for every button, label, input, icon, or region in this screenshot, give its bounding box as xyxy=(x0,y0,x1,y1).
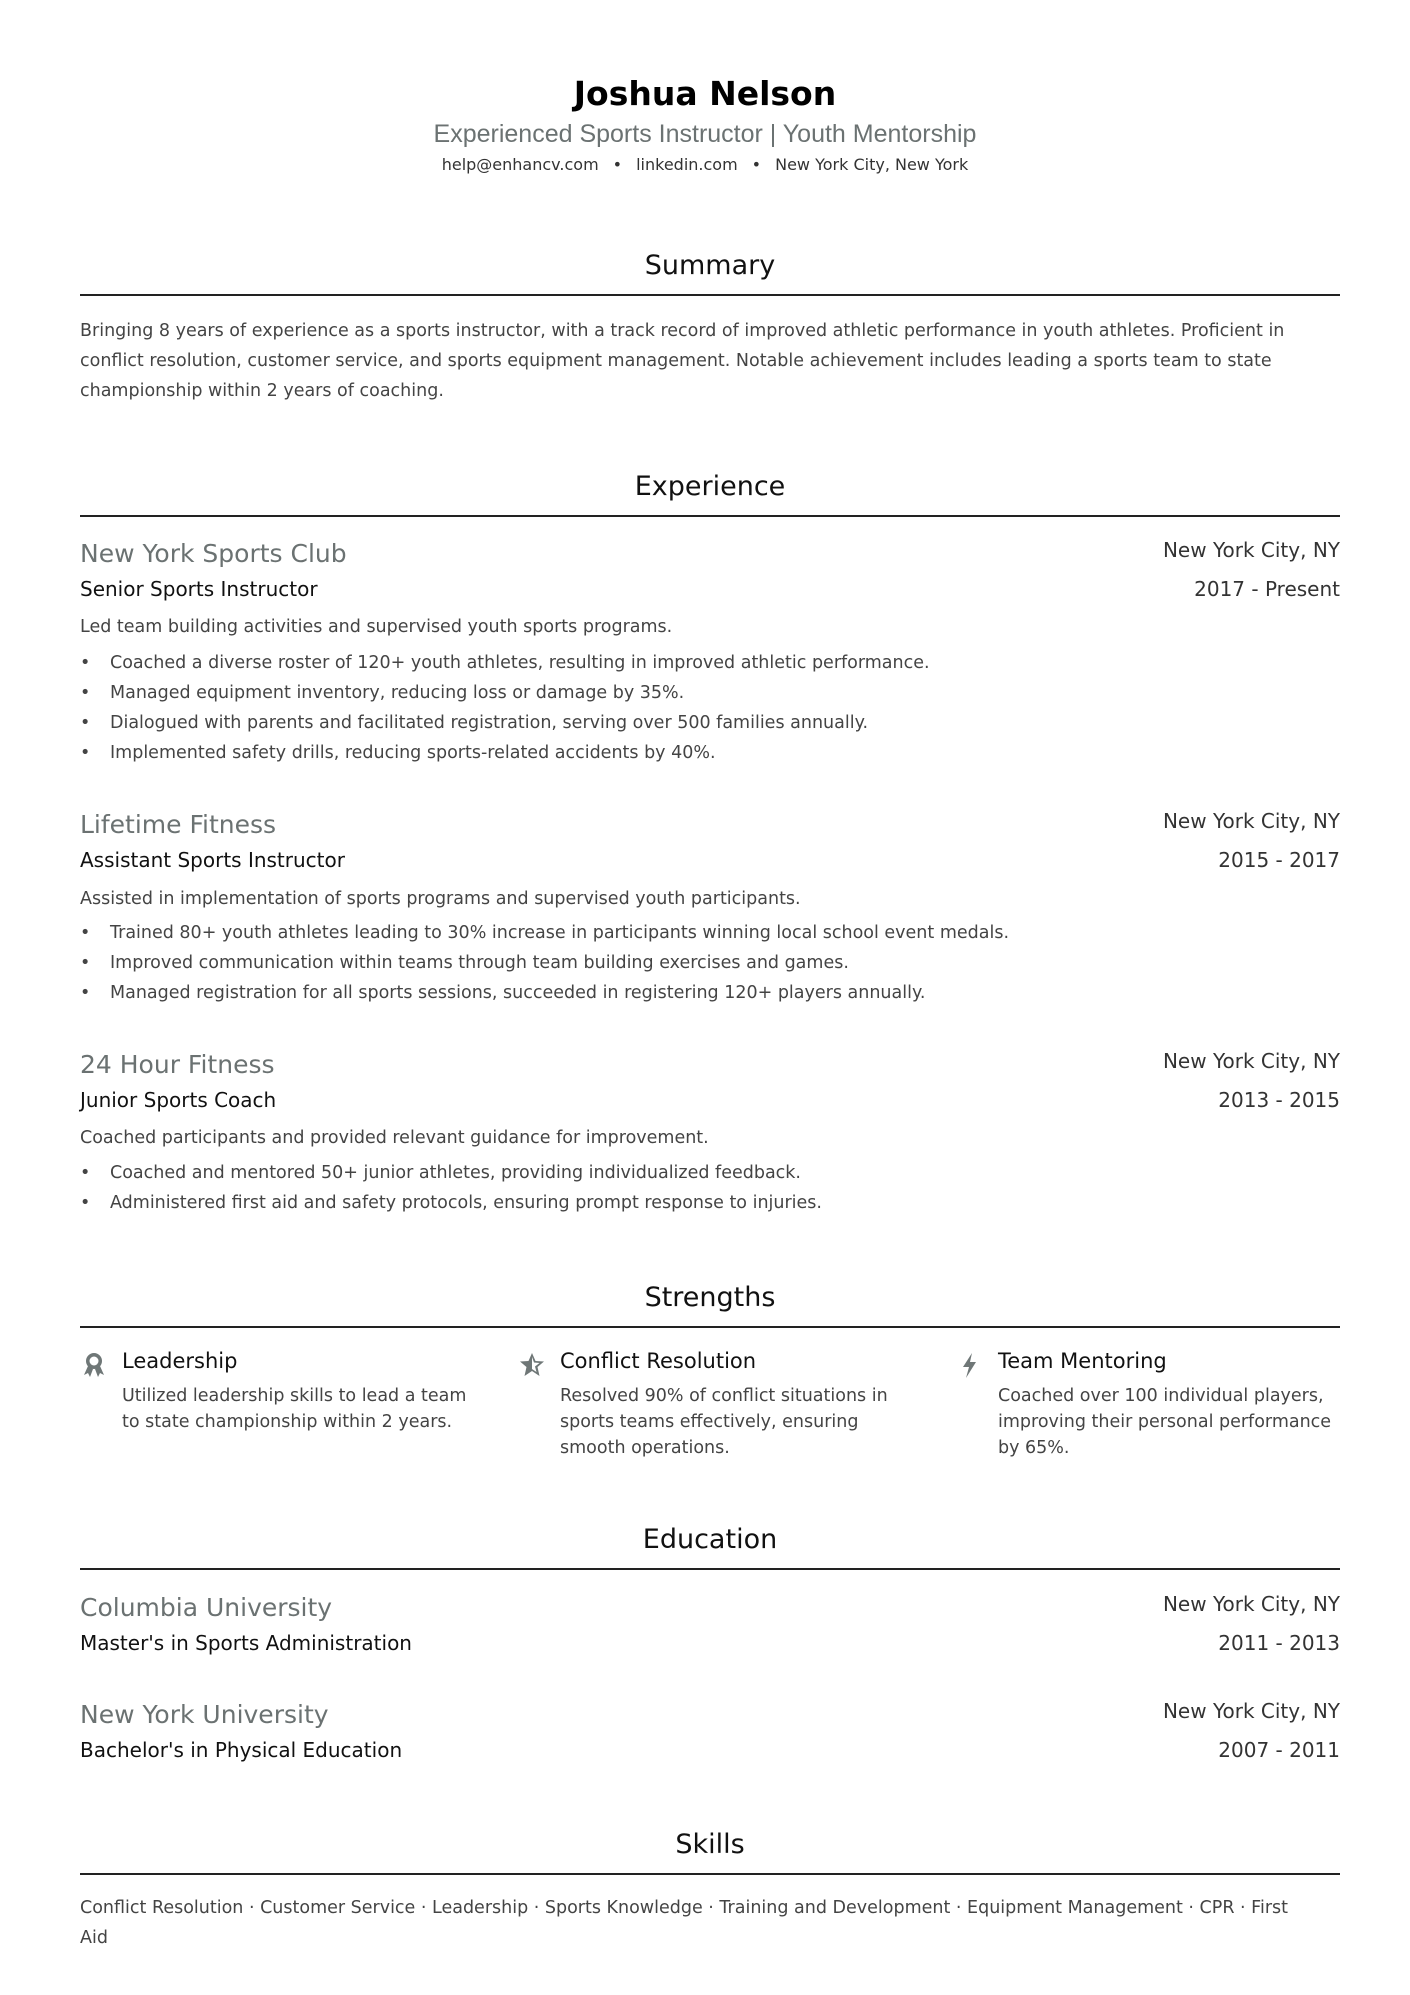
bullet: • Improved communication within teams through team building exercises and games. xyxy=(80,948,1340,978)
job-dates: 2017 - Present xyxy=(1194,577,1340,601)
separator: • xyxy=(751,155,762,174)
strength-title: Leadership xyxy=(122,1349,238,1373)
school-location: New York City, NY xyxy=(1162,1699,1340,1723)
school-name: Columbia University xyxy=(80,1593,333,1622)
section-heading-education: Education xyxy=(642,1524,778,1555)
strength-title: Team Mentoring xyxy=(998,1349,1167,1373)
bullet: • Administered first aid and safety protocols, ensuring prompt response to injuries. xyxy=(80,1188,1340,1218)
job-dates: 2015 - 2017 xyxy=(1218,848,1340,872)
job-role: Senior Sports Instructor xyxy=(80,577,318,601)
email-link[interactable]: help@enhancv.com xyxy=(441,155,599,174)
skills-list: Conflict Resolution · Customer Service · Leadership · Sports Knowledge · Training and Development · Equipment Management · CPR · First Aid xyxy=(80,1898,1288,1948)
award-ribbon-icon xyxy=(80,1351,108,1379)
school-name: New York University xyxy=(80,1700,329,1729)
job-description: Coached participants and provided relevant guidance for improvement. xyxy=(80,1128,709,1148)
location: New York City, New York xyxy=(775,155,969,174)
school-location: New York City, NY xyxy=(1162,1592,1340,1616)
summary-text: Bringing 8 years of experience as a sports instructor, with a track record of improved athletic performance in youth athletes. Proficient in conflict resolution, customer service, and sports equipment management. Notable achievement includes leading a sports team to state championship within 2 years of coaching. xyxy=(80,321,1285,401)
bullet: • Managed equipment inventory, reducing loss or damage by 35%. xyxy=(80,678,1340,708)
company-name: New York Sports Club xyxy=(80,539,347,568)
strength-description: Coached over 100 individual players, improving their personal performance by 65%. xyxy=(998,1386,1332,1458)
divider xyxy=(80,1326,1340,1328)
divider xyxy=(80,515,1340,517)
candidate-name: Joshua Nelson xyxy=(573,74,837,113)
job-description: Led team building activities and supervised youth sports programs. xyxy=(80,617,673,637)
strength-description: Resolved 90% of conflict situations in sports teams effectively, ensuring smooth operations. xyxy=(560,1386,888,1458)
divider xyxy=(80,294,1340,296)
section-heading-skills: Skills xyxy=(675,1829,745,1860)
company-name: 24 Hour Fitness xyxy=(80,1050,275,1079)
bullet: • Dialogued with parents and facilitated registration, serving over 500 families annually. xyxy=(80,708,1340,738)
education-dates: 2011 - 2013 xyxy=(1218,1631,1340,1655)
bullet: • Trained 80+ youth athletes leading to 30% increase in participants winning local school event medals. xyxy=(80,918,1340,948)
job-location: New York City, NY xyxy=(1162,809,1340,833)
linkedin-link[interactable]: linkedin.com xyxy=(636,155,738,174)
section-heading-experience: Experience xyxy=(634,471,786,502)
divider xyxy=(80,1873,1340,1875)
divider xyxy=(80,1568,1340,1570)
company-name: Lifetime Fitness xyxy=(80,810,277,839)
job-bullets xyxy=(80,1158,1340,1218)
contact-line xyxy=(0,155,1410,174)
job-dates: 2013 - 2015 xyxy=(1218,1088,1340,1112)
job-location: New York City, NY xyxy=(1162,1049,1340,1073)
job-role: Assistant Sports Instructor xyxy=(80,848,345,872)
job-role: Junior Sports Coach xyxy=(80,1088,277,1112)
job-bullets xyxy=(80,648,1340,768)
strength-title: Conflict Resolution xyxy=(560,1349,757,1373)
job-description: Assisted in implementation of sports programs and supervised youth participants. xyxy=(80,889,801,909)
star-icon xyxy=(518,1351,546,1379)
section-heading-strengths: Strengths xyxy=(644,1282,776,1313)
bullet: • Coached a diverse roster of 120+ youth athletes, resulting in improved athletic performance. xyxy=(80,648,1340,678)
bullet: • Coached and mentored 50+ junior athletes, providing individualized feedback. xyxy=(80,1158,1340,1188)
candidate-title: Experienced Sports Instructor | Youth Mentorship xyxy=(433,120,977,148)
degree: Master's in Sports Administration xyxy=(80,1631,412,1655)
job-bullets xyxy=(80,918,1340,1008)
job-location: New York City, NY xyxy=(1162,538,1340,562)
education-dates: 2007 - 2011 xyxy=(1218,1738,1340,1762)
section-heading-summary: Summary xyxy=(644,250,776,281)
separator: • xyxy=(612,155,623,174)
lightning-bolt-icon xyxy=(956,1351,984,1379)
bullet: • Implemented safety drills, reducing sports-related accidents by 40%. xyxy=(80,738,1340,768)
bullet: • Managed registration for all sports sessions, succeeded in registering 120+ players annually. xyxy=(80,978,1340,1008)
degree: Bachelor's in Physical Education xyxy=(80,1738,403,1762)
strength-description: Utilized leadership skills to lead a team to state championship within 2 years. xyxy=(122,1386,467,1432)
